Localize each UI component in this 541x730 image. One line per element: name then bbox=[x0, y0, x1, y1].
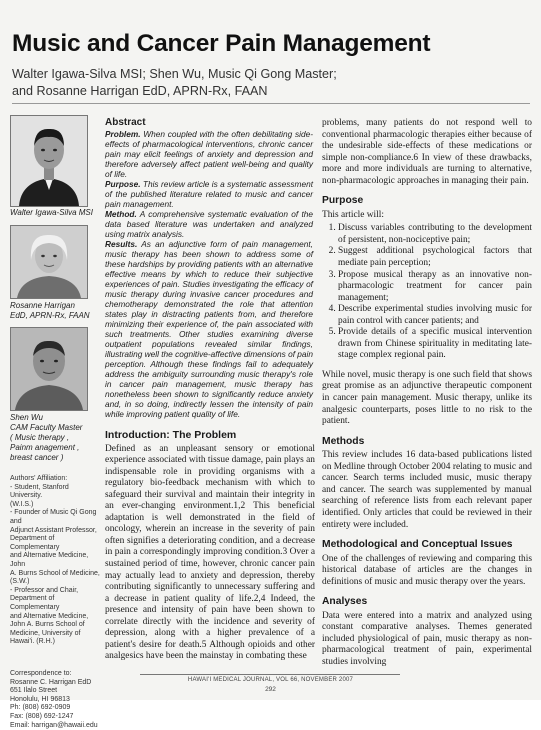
abstract-text: This review article is a systematic assessment of the published literature related to music and cancer pain management. bbox=[105, 179, 313, 209]
author-list bbox=[12, 66, 532, 100]
affiliation-line: John A. Burns School of bbox=[10, 621, 85, 629]
affiliation-line: (W.I.S.) bbox=[10, 500, 34, 508]
affiliation-line: and Alternative Medicine, bbox=[10, 612, 89, 620]
methodological-heading: Methodological and Conceptual Issues bbox=[322, 539, 513, 551]
purpose-item: 3. Propose musical therapy as an innovative non-pharmacologic treatment for cancer pain management; bbox=[338, 270, 532, 305]
correspondence-line: Honolulu, HI 96813 bbox=[10, 695, 70, 703]
caption-igawa-silva: Walter Igawa-Silva MSI bbox=[10, 208, 93, 217]
abstract-method bbox=[105, 209, 313, 239]
purpose-item: 5. Provide details of a specific musical intervention drawn from Chinese spirituality in meditating late-stage complex regional pain. bbox=[338, 327, 532, 362]
abstract-purpose bbox=[105, 179, 313, 209]
affiliation-line: (S.W.) bbox=[10, 578, 30, 586]
footer-divider bbox=[140, 674, 400, 675]
purpose-item: 1. Discuss variables contributing to the development of persistent, non-nociceptive pain; bbox=[338, 223, 532, 246]
purpose-heading: Purpose bbox=[322, 195, 364, 207]
affiliation-line: Department of Complementary bbox=[10, 535, 60, 551]
author-photo-wu bbox=[10, 327, 88, 411]
affiliation-line: - Student, Stanford University. bbox=[10, 483, 69, 500]
author-photo-igawa-silva bbox=[10, 115, 88, 207]
analyses-heading: Analyses bbox=[322, 596, 368, 608]
purpose-list bbox=[322, 223, 532, 362]
correspondence-line: Rosanne C. Harrigan EdD bbox=[10, 678, 92, 686]
abstract-heading: Abstract bbox=[105, 117, 146, 128]
purpose-item: 2. Suggest additional psychological factors that mediate pain perception; bbox=[338, 246, 532, 269]
correspondence-line: Correspondence to: bbox=[10, 670, 72, 677]
abstract-label: Purpose. bbox=[105, 179, 141, 189]
caption-wu-line: Painm anagement , bbox=[10, 443, 80, 452]
authors-line-1: Walter Igawa-Silva MSI; Shen Wu, Music Qi Gong Master; bbox=[12, 67, 337, 81]
methodological-text: One of the challenges of reviewing and comparing this historical database of articles are the changes in definitions of music and music therapy over the years. bbox=[322, 553, 532, 587]
abstract-text: When coupled with the often debilitating side-effects of pharmacological interventions, chronic cancer pain may elicit feelings of anxiety and depression and therefore adversely affect patient well-being and quality of life. bbox=[105, 129, 313, 179]
journal-footer: HAWAI'I MEDICAL JOURNAL, VOL 66, NOVEMBER 2007 bbox=[187, 677, 354, 683]
affiliation-line: and Alternative Medicine, John bbox=[10, 552, 89, 568]
caption-harrigan-credentials: EdD, APRN-Rx, FAAN bbox=[10, 311, 90, 320]
novel-paragraph: While novel, music therapy is one such field that shows great promise as an adjunctive therapeutic component in cancer pain management. Music therapy, unlike its analgesic counterparts, poses little to no risk to the patient. bbox=[322, 369, 532, 427]
title-divider bbox=[12, 103, 530, 104]
caption-wu-line: breast cancer ) bbox=[10, 453, 64, 462]
caption-harrigan bbox=[10, 301, 90, 321]
caption-wu bbox=[10, 413, 98, 463]
introduction-heading: Introduction: The Problem bbox=[105, 429, 237, 441]
affiliation-line: Adjunct Assistant Professor, bbox=[10, 526, 97, 534]
abstract-section bbox=[105, 118, 313, 419]
purpose-item: 4. Describe experimental studies involving music for pain control with cancer patients; and bbox=[338, 304, 532, 327]
affiliation-line: Department of Complementary bbox=[10, 595, 60, 611]
abstract-results bbox=[105, 239, 313, 419]
caption-wu-line: CAM Faculty Master bbox=[10, 423, 83, 432]
affiliation-line: - Founder of Music Qi Gong and bbox=[10, 509, 97, 525]
abstract-problem bbox=[105, 129, 313, 179]
methods-heading: Methods bbox=[322, 435, 365, 447]
correspondence-line: Fax: (808) 692-1247 bbox=[10, 712, 74, 720]
affiliation-line: - Professor and Chair, bbox=[10, 586, 79, 594]
author-photo-harrigan bbox=[10, 225, 88, 299]
abstract-text: A comprehensive systematic evaluation of the data based literature was undertaken and analyzed using matrix analysis. bbox=[105, 209, 313, 239]
affiliation-line: A. Burns School of Medicine, bbox=[10, 569, 100, 577]
abstract-label: Method. bbox=[105, 209, 137, 219]
analyses-text: Data were entered into a matrix and analyzed using constant comparative analyses. Themes generated included physiological of pain, music therapy as non-pharmacological treatment of pain, experimental studies involving bbox=[322, 610, 532, 667]
correspondence-line: Email: harrigan@hawaii.edu bbox=[10, 721, 98, 729]
caption-harrigan-name: Rosanne Harrigan bbox=[10, 301, 75, 310]
correspondence-line: 651 Ilalo Street bbox=[10, 687, 58, 695]
continued-paragraph: problems, many patients do not respond well to conventional pharmacologic therapies either because of the undesirable side-effects of these medications or simple non-compliance.6 In view of these drawbacks, more and more individuals are turning to alternative, non-pharmacologic approaches in managing their pain. bbox=[322, 118, 532, 186]
methods-text: This review includes 16 data-based publications listed on Medline through October 2004 relating to music and cancer. Search terms included music, music therapy and cancer. The search was supplemented by manual searching of reference lists from each relevant paper identified. Only articles that could be reviewed in their entirety were included. bbox=[322, 450, 532, 530]
affiliation-line: Authors' Affiliation: bbox=[10, 475, 68, 482]
introduction-section bbox=[105, 430, 315, 663]
abstract-label: Problem. bbox=[105, 129, 141, 139]
abstract-label: Results. bbox=[105, 239, 138, 249]
caption-wu-line: ( Music therapy , bbox=[10, 433, 70, 442]
purpose-intro: This article will: bbox=[322, 209, 384, 220]
right-column bbox=[322, 118, 532, 669]
affiliation-line: Medicine, University of Hawai'i. (R.H.) bbox=[10, 629, 81, 646]
abstract-text: As an adjunctive form of pain management, music therapy has been shown to address some of these hardships by providing patients with an alternative effective means by which to reduce their subjective experiences of pain. Studies investigating the efficacy of music therapy during invasive cancer procedures and chemotherapy demonstrated the role that attention states play in distracting patients from, and therefore minimizing their experience of, the pain associated with such treatments. Other studies examining diverse outpatient populations revealed similar findings, illustrating well the cognitive-affective dimensions of pain perception. Although these findings fail to adequately address the ambiguity surrounding music therapy's role in cancer pain management, music therapy has nonetheless been shown to significantly reduce anxiety and, in so doing, indirectly lessen the intensity of pain while improving patient quality of life. bbox=[105, 239, 313, 419]
introduction-text: Defined as an unpleasant sensory or emotional experience associated with tissue damage, pain plays an indispensable role in providing organisms with a regulatory bio-feedback mechanism with which to safeguard their survival and maintain their integrity in an ever-changing environment.1,2 This beneficial adaptation is well demonstrated in the field of oncology, wherein an increase in the severity of pain often signifies a deteriorating condition, and a decrease in pain a correspondingly improving condition.3 Over a sustained period of time, however, chronic cancer pain may actually lead to anxiety and depression, thereby contributing significantly to unnecessary suffering and a decrease in patient quality of life.2,4 Indeed, the presence and intensity of pain have been shown to correlate directly with the incidence and severity of depression, along with a higher prevalence of a patient's desire for death.5 Although opioids and other analgesics have been the mainstay in combating these bbox=[105, 443, 315, 662]
page-number: 292 bbox=[265, 686, 276, 693]
authors-line-2: and Rosanne Harrigan EdD, APRN-Rx, FAAN bbox=[12, 84, 268, 98]
author-affiliations bbox=[10, 475, 102, 647]
article-title: Music and Cancer Pain Management bbox=[12, 30, 431, 57]
correspondence-line: Ph: (808) 692-0909 bbox=[10, 704, 71, 712]
caption-wu-line: Shen Wu bbox=[10, 413, 43, 422]
